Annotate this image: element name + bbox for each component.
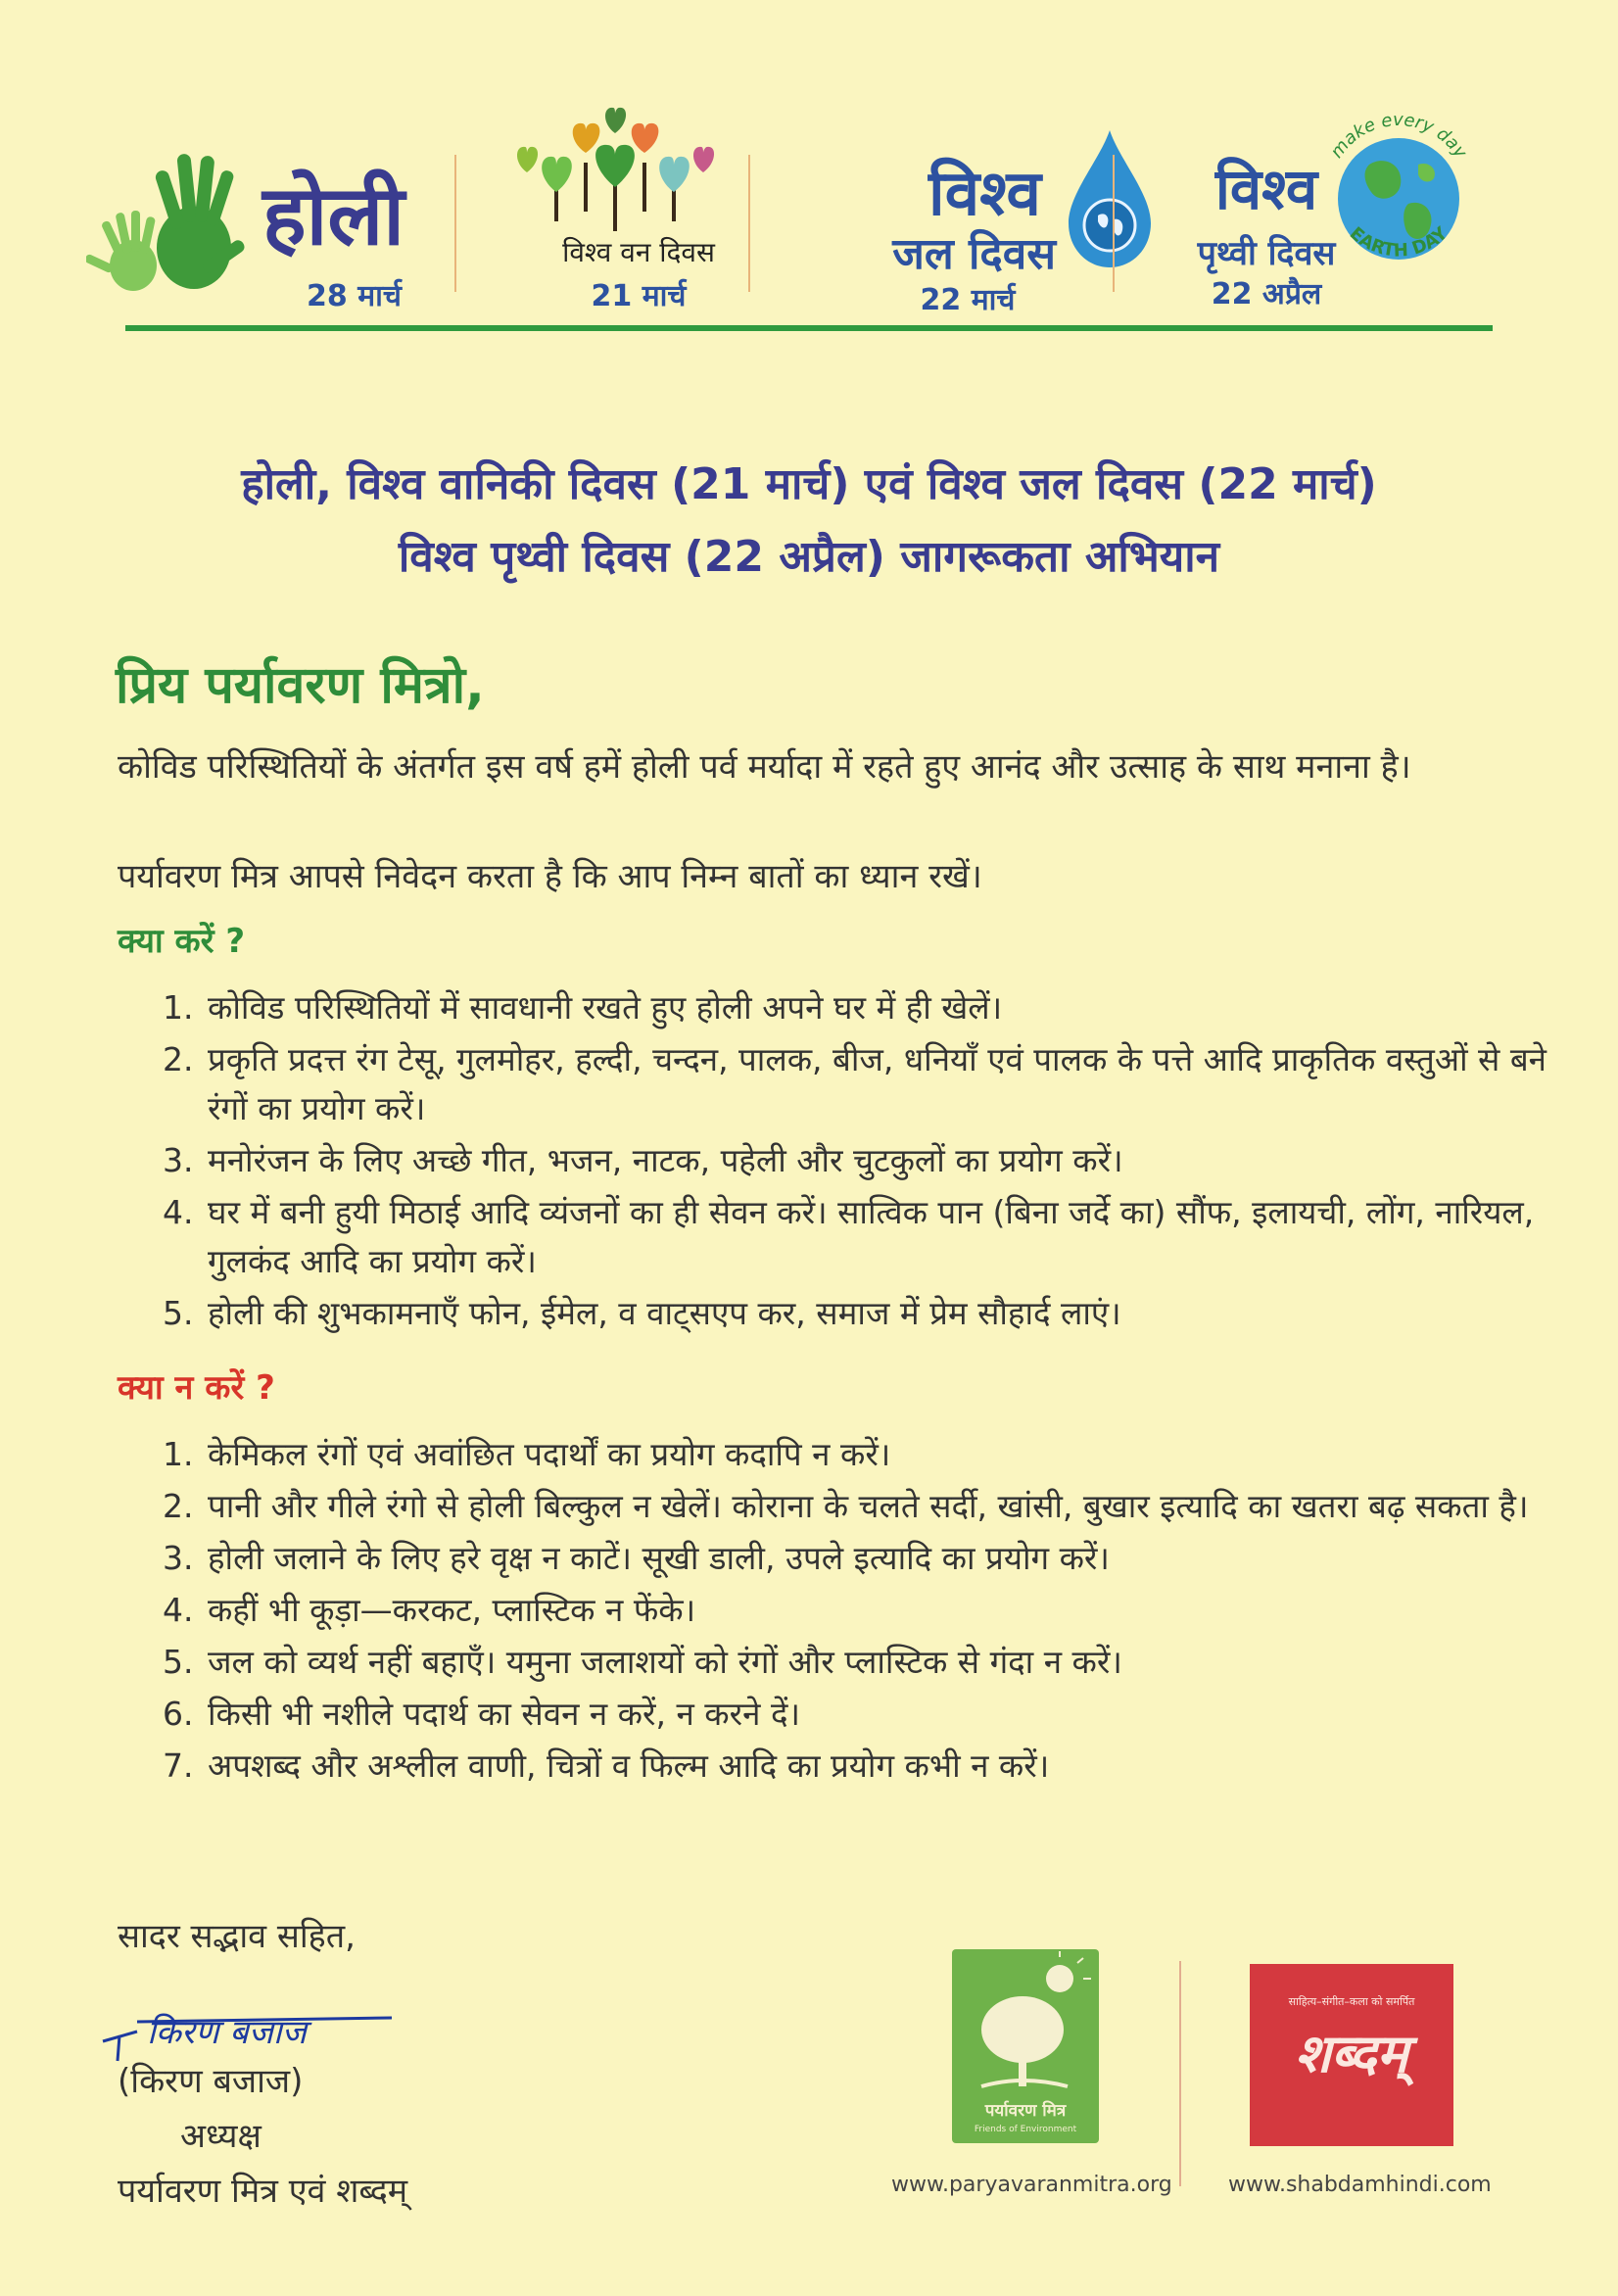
list-item: 3. मनोरंजन के लिए अच्छे गीत, भजन, नाटक, पहेली और चुटकुलों का प्रयोग करें। xyxy=(204,1136,1575,1185)
holi-title: होली xyxy=(262,167,405,263)
tree-icon xyxy=(952,1949,1099,2143)
donts-list xyxy=(118,1430,1575,1794)
holi-date: 28 मार्च xyxy=(307,279,402,313)
list-item: 4. कहीं भी कूड़ा—करकट, प्लास्टिक न फेंके। xyxy=(204,1586,1575,1635)
list-item: 5. जल को व्यर्थ नहीं बहाएँ। यमुना जलाशयों को रंगों और प्लास्टिक से गंदा न करें। xyxy=(204,1638,1575,1687)
campaign-heading-line1: होली, विश्व वानिकी दिवस (21 मार्च) एवं विश्व जल दिवस (22 मार्च) xyxy=(241,459,1377,509)
paryavaran-mitra-logo xyxy=(952,1949,1099,2143)
banner-divider xyxy=(454,155,456,292)
prithvi-diwas-word1: विश्व xyxy=(1214,156,1318,222)
list-item: 1. कोविड परिस्थितियों में सावधानी रखते हुए होली अपने घर में ही खेलें। xyxy=(204,983,1575,1032)
jal-diwas-word2: जल दिवस xyxy=(892,229,1056,279)
svg-text:पर्यावरण मित्र: पर्यावरण मित्र xyxy=(984,2101,1067,2121)
list-item: 3. होली जलाने के लिए हरे वृक्ष न काटें। सूखी डाली, उपले इत्यादि का प्रयोग करें। xyxy=(204,1534,1575,1583)
banner-rule xyxy=(125,325,1493,331)
logo-divider xyxy=(1179,1961,1181,2186)
svg-text:Friends of Environment: Friends of Environment xyxy=(974,2125,1077,2134)
donts-heading: क्या न करें ? xyxy=(118,1368,275,1408)
paryavaran-mitra-url[interactable]: www.paryavaranmitra.org xyxy=(891,2173,1172,2197)
van-diwas-title: विश्व वन दिवस xyxy=(562,236,715,268)
header-banner xyxy=(86,86,1497,321)
campaign-heading-line2: विश्व पृथ्वी दिवस (22 अप्रैल) जागरूकता अभियान xyxy=(398,532,1220,582)
list-item: 5. होली की शुभकामनाएँ फोन, ईमेल, व वाट्सएप कर, समाज में प्रेम सौहार्द लाएं। xyxy=(204,1289,1575,1338)
earth-day-top-text: make every day xyxy=(1326,109,1471,163)
salutation: प्रिय पर्यावरण मित्रो, xyxy=(116,656,485,715)
closing-regards: सादर सद्भाव सहित, xyxy=(118,1917,356,1956)
shabdam-tagline: साहित्य–संगीत–कला को समर्पित xyxy=(1288,1995,1415,2008)
shabdam-name: शब्दम् xyxy=(1295,2022,1408,2084)
signatory-title: अध्यक्ष xyxy=(180,2117,262,2156)
jal-diwas-date: 22 मार्च xyxy=(920,283,1016,317)
van-diwas-date: 21 मार्च xyxy=(591,279,687,313)
trees-icon xyxy=(498,94,733,231)
list-item: 2. पानी और गीले रंगो से होली बिल्कुल न खेलें। कोराना के चलते सर्दी, खांसी, बुखार इत्यादि का खतरा बढ़ सकता है। xyxy=(204,1482,1575,1531)
intro-paragraph-2: पर्यावरण मित्र आपसे निवेदन करता है कि आप निम्न बातों का ध्यान रखें। xyxy=(118,857,982,896)
dos-heading: क्या करें ? xyxy=(118,922,246,961)
banner-divider xyxy=(748,155,750,292)
list-item: 2. प्रकृति प्रदत्त रंग टेसू, गुलमोहर, हल्दी, चन्दन, पालक, बीज, धनियाँ एवं पालक के पत्ते आदि प्राकृतिक वस्तुओं से बने रंगों का प्रयोग करें। xyxy=(204,1035,1575,1133)
jal-diwas-word1: विश्व xyxy=(928,158,1041,230)
earth-globe-icon xyxy=(1310,96,1487,292)
earth-day-bottom-text: EARTH DAY xyxy=(1345,222,1452,262)
list-item: 1. केमिकल रंगों एवं अवांछित पदार्थों का प्रयोग कदापि न करें। xyxy=(204,1430,1575,1479)
prithvi-diwas-word2: पृथ्वी दिवस xyxy=(1197,234,1336,273)
handprint-icon xyxy=(86,140,272,307)
banner-divider xyxy=(1113,155,1115,292)
signatory-organization: पर्यावरण मित्र एवं शब्दम् xyxy=(118,2172,408,2211)
signatory-name: (किरण बजाज) xyxy=(118,2062,304,2101)
dos-list xyxy=(118,983,1575,1341)
svg-text:किरण बजाज: किरण बजाज xyxy=(147,2013,307,2052)
list-item: 4. घर में बनी हुयी मिठाई आदि व्यंजनों का ही सेवन करें। सात्विक पान (बिना जर्दे का) सौंफ, इलायची, लोंग, नारियल, गुलकंद आदि का प्रयोग करें। xyxy=(204,1188,1575,1286)
prithvi-diwas-date: 22 अप्रैल xyxy=(1211,277,1322,311)
shabdam-logo xyxy=(1250,1964,1453,2146)
intro-paragraph-1: कोविड परिस्थितियों के अंतर्गत इस वर्ष हमें होली पर्व मर्यादा में रहते हुए आनंद और उत्साह के साथ मनाना है। xyxy=(118,747,1411,787)
list-item: 6. किसी भी नशीले पदार्थ का सेवन न करें, न करने दें। xyxy=(204,1690,1575,1739)
list-item: 7. अपशब्द और अश्लील वाणी, चित्रों व फिल्म आदि का प्रयोग कभी न करें। xyxy=(204,1742,1575,1791)
shabdam-url[interactable]: www.shabdamhindi.com xyxy=(1228,2173,1492,2197)
